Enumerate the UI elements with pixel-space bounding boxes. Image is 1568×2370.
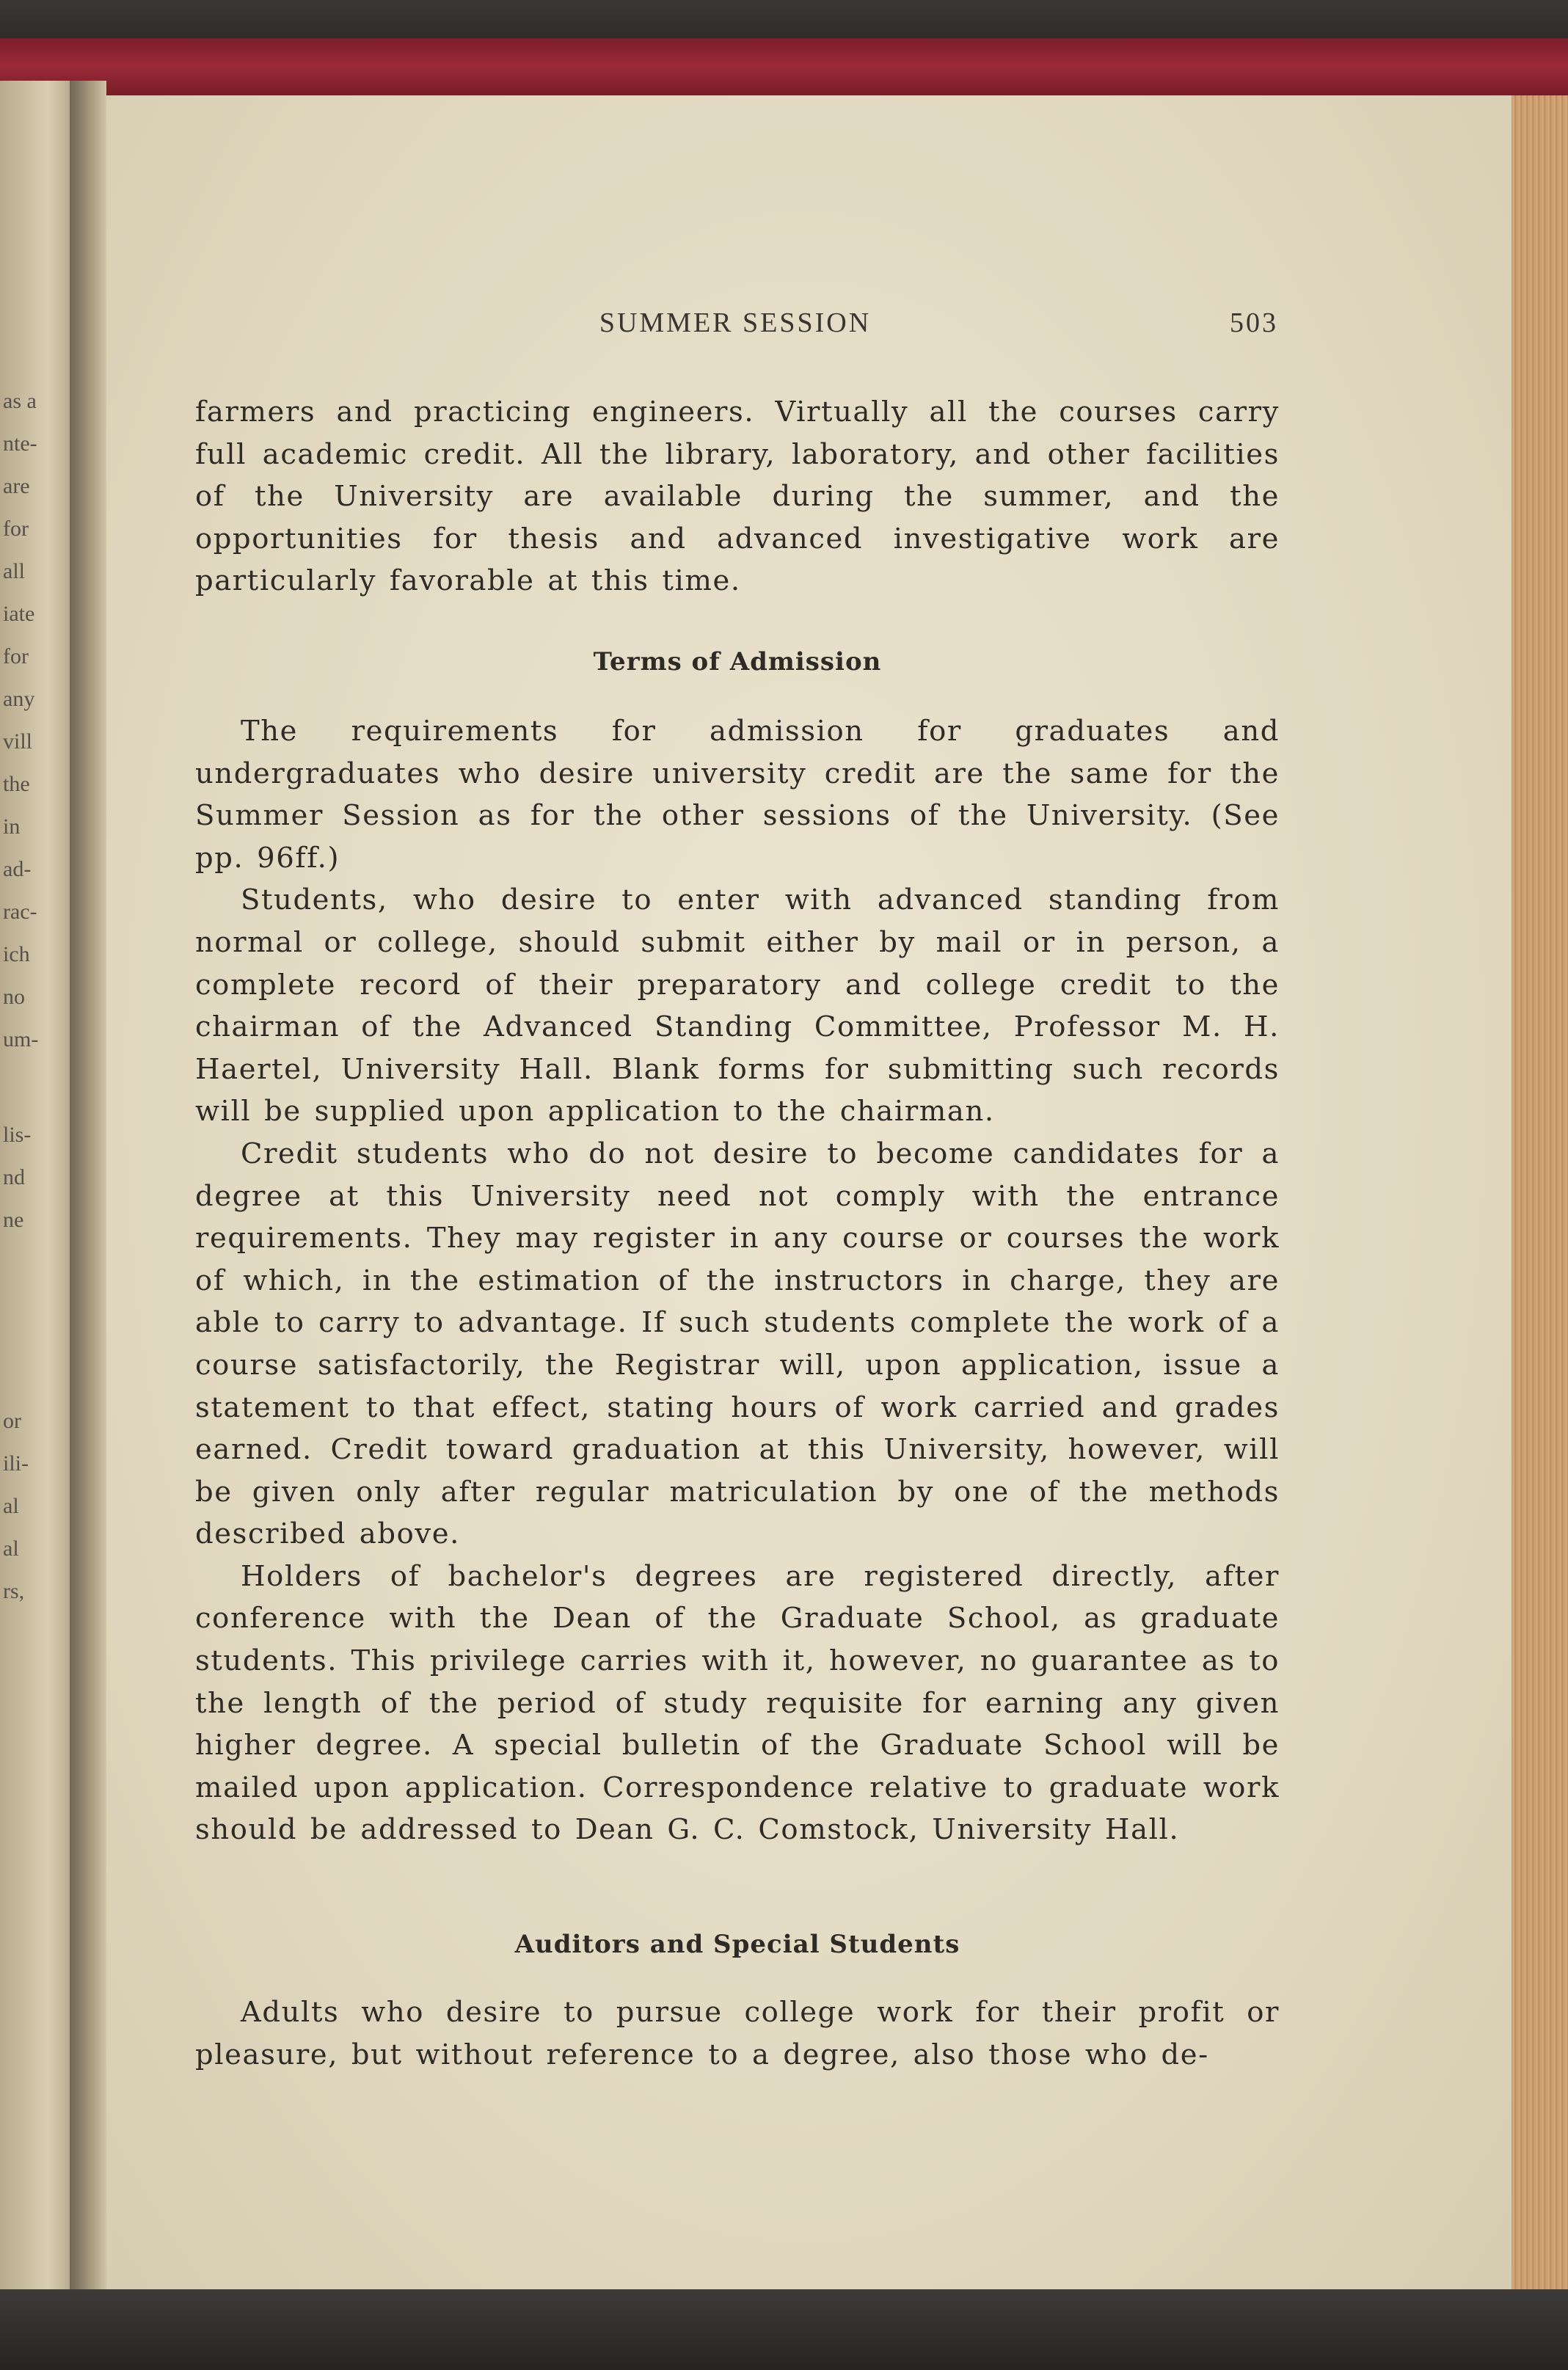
intro-text: [195, 391, 1280, 602]
page-gutter: [70, 81, 106, 2304]
left-fragment: ich: [3, 942, 30, 966]
paragraph: Holders of bachelor's degrees are registered directly, after conference with the Dean of the Graduate School, as graduate students. This privilege carries with it, however, no guarantee as to the length of the period of study requisite for earning any given higher degree. A special bulletin of the Graduate School will be mailed upon application. Correspondence relative to graduate work should be addressed to Dean G. C. Comstock, University Hall.: [195, 1559, 1280, 1847]
intro-paragraph: farmers and practicing engineers. Virtually all the courses carry full academic credit. All the library, laboratory, and other facilities of the University are available during the summer, and the opportunities for thesis and advanced investigative work are particularly favorable at this time.: [195, 395, 1280, 598]
left-fragment: for: [3, 517, 29, 541]
auditors-text: [195, 1991, 1280, 2076]
section-heading-terms-of-admission: Terms of Admission: [593, 647, 882, 677]
left-fragment: the: [3, 772, 30, 796]
left-fragment: any: [3, 687, 35, 711]
previous-page-edge: [0, 81, 81, 2304]
left-fragment: for: [3, 644, 29, 668]
left-fragment: rs,: [3, 1579, 25, 1603]
left-fragment: no: [3, 985, 25, 1009]
left-fragment: ne: [3, 1208, 24, 1232]
left-fragment: vill: [3, 729, 33, 754]
section-heading-auditors: Auditors and Special Students: [514, 1930, 960, 1959]
paragraph: The requirements for admission for graduates and undergraduates who desire university credit are the same for the Summer Session as for the other sessions of the University. (See pp. 96ff.): [195, 715, 1280, 875]
left-fragment: al: [3, 1494, 19, 1518]
left-fragment: or: [3, 1409, 21, 1433]
left-fragment: nd: [3, 1165, 25, 1189]
page-fore-edge: [1512, 95, 1568, 2297]
paragraph: Students, who desire to enter with advanced standing from normal or college, should submit either by mail or in person, a complete record of their preparatory and college credit to the chairman of the Advanced Standing Committee, Professor M. H. Haertel, University Hall. Blank forms for submitting such records will be supplied upon application to the chairman.: [195, 883, 1280, 1129]
terms-of-admission-text: [195, 710, 1280, 1851]
previous-page-text: [3, 81, 54, 2304]
left-fragment: iate: [3, 602, 35, 626]
left-fragment: as a: [3, 389, 37, 413]
running-head-title: SUMMER SESSION: [599, 307, 872, 338]
paragraph: Credit students who do not desire to become candidates for a degree at this University need not comply with the entrance requirements. They may register in any course or courses the work of which, in the estimation of the instructors in charge, they are able to carry to advantage. If such students complete the work of a course satisfactorily, the Registrar will, upon application, issue a statement to that effect, stating hours of work carried and grades earned. Credit toward graduation at this University, however, will be given only after regular matriculation by one of the methods described above.: [195, 1137, 1280, 1551]
page-number: 503: [1230, 307, 1278, 338]
left-fragment: are: [3, 474, 30, 498]
left-fragment: nte-: [3, 431, 37, 456]
left-fragment: ili-: [3, 1451, 29, 1476]
left-fragment: um-: [3, 1027, 39, 1051]
left-fragment: in: [3, 814, 21, 839]
left-fragment: lis-: [3, 1123, 32, 1147]
running-head: [192, 307, 1278, 343]
left-fragment: all: [3, 559, 25, 583]
left-fragment: ad-: [3, 857, 32, 881]
background-bottom: [0, 2289, 1568, 2370]
left-fragment: rac-: [3, 900, 37, 924]
paragraph: Adults who desire to pursue college work for their profit or pleasure, but without reference to a degree, also those who de-: [195, 1996, 1280, 2071]
left-fragment: al: [3, 1536, 19, 1561]
